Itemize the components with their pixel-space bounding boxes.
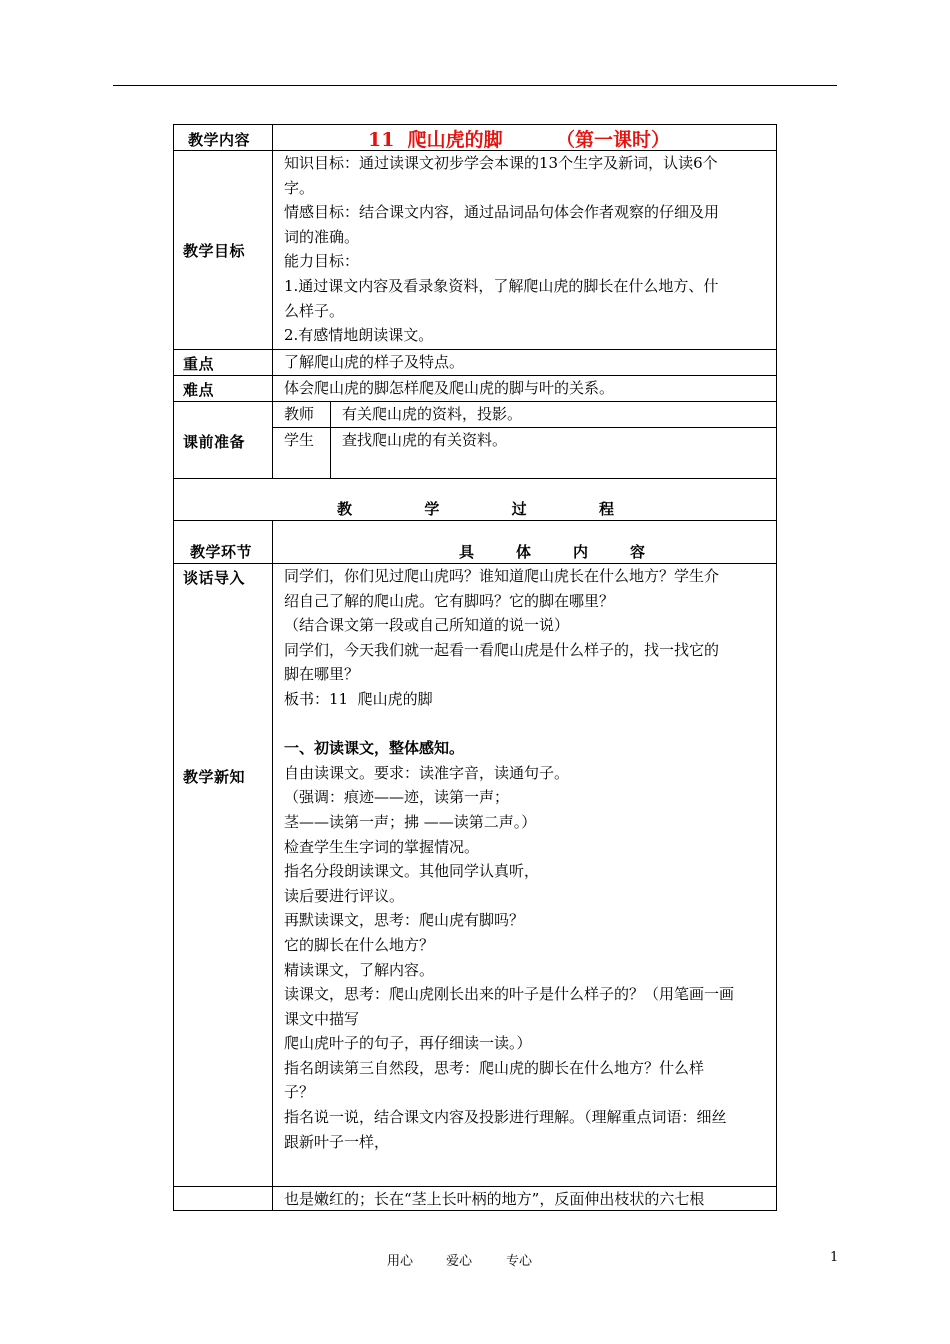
col-header-char: 体 xyxy=(515,543,531,561)
page-number: 1 xyxy=(830,1250,839,1265)
body-line: 指名分段朗读课文。其他同学认真听， xyxy=(284,862,540,881)
label-key-point: 重点 xyxy=(183,355,215,373)
body-line: 子？ xyxy=(284,1083,315,1102)
label-intro: 谈话导入 xyxy=(183,569,246,587)
body-line: 同学们，今天我们就一起看一看爬山虎是什么样子的，找一找它的 xyxy=(284,640,720,659)
lesson-body xyxy=(284,564,734,1154)
body-line: 板书：11 爬山虎的脚 xyxy=(284,689,433,708)
objective-line: 能力目标： xyxy=(284,252,360,271)
row-divider xyxy=(173,520,777,521)
prep-teacher-text: 有关爬山虎的资料，投影。 xyxy=(342,405,523,423)
label-teaching-content: 教学内容 xyxy=(188,131,251,149)
body-line: 绍自己了解的爬山虎。它有脚吗？它的脚在哪里？ xyxy=(284,591,615,610)
body-line: 指名朗读第三自然段，思考：爬山虎的脚长在什么地方？什么样 xyxy=(284,1058,705,1077)
objective-line: 字。 xyxy=(284,178,315,197)
col-divider xyxy=(272,124,273,478)
body-line: 检查学生生字词的掌握情况。 xyxy=(284,837,480,856)
col-divider xyxy=(272,520,273,1210)
body-line: （结合课文第一段或自己所知道的说一说） xyxy=(284,616,570,635)
process-heading-char: 学 xyxy=(424,500,440,518)
body-line: 读课文，思考：爬山虎刚长出来的叶子是什么样子的？（用笔画一画 xyxy=(284,985,735,1004)
last-row-text: 也是嫩红的；长在“茎上长叶柄的地方”，反面伸出枝状的六七根 xyxy=(284,1190,705,1208)
col-header-stage: 教学环节 xyxy=(190,543,253,561)
col-header-char: 内 xyxy=(572,543,588,561)
label-objectives: 教学目标 xyxy=(183,242,246,260)
process-heading-char: 过 xyxy=(511,500,527,518)
body-line: （强调：痕迹——迹，读第一声； xyxy=(284,788,510,807)
objective-line: 2.有感情地朗读课文。 xyxy=(284,326,434,345)
body-line: 跟新叶子一样， xyxy=(284,1132,390,1151)
body-line: 自由读课文。要求：读准字音，读通句子。 xyxy=(284,763,570,782)
footer-motto-3: 专心 xyxy=(506,1254,533,1269)
objective-line: 知识目标：通过读课文初步学会本课的13个生字及新词，认读6个 xyxy=(284,154,718,172)
body-line: 再默读课文，思考：爬山虎有脚吗？ xyxy=(284,911,525,930)
process-heading xyxy=(337,498,614,519)
section-heading: 一、初读课文，整体感知。 xyxy=(284,739,465,758)
lesson-period: （第一课时） xyxy=(556,129,671,151)
body-line: 精读课文，了解内容。 xyxy=(284,960,435,979)
objective-line: 情感目标：结合课文内容，通过品词品句体会作者观察的仔细及用 xyxy=(284,203,720,222)
row-divider xyxy=(173,349,777,350)
body-line: 脚在哪里？ xyxy=(284,665,360,684)
body-line: 同学们，你们见过爬山虎吗？谁知道爬山虎长在什么地方？学生介 xyxy=(284,567,720,585)
table-border-left xyxy=(173,124,174,1211)
difficulty-text: 体会爬山虎的脚怎样爬及爬山虎的脚与叶的关系。 xyxy=(284,379,615,397)
objectives-text xyxy=(284,151,719,348)
table-border-right xyxy=(776,124,777,1211)
body-line: 读后要进行评议。 xyxy=(284,886,405,905)
objective-line: 1.通过课文内容及看录象资料，了解爬山虎的脚长在什么地方、什 xyxy=(284,276,719,295)
header-rule xyxy=(113,85,837,86)
process-heading-char: 教 xyxy=(337,500,353,518)
prep-student-label: 学生 xyxy=(284,431,315,449)
label-new-knowledge: 教学新知 xyxy=(183,768,246,786)
body-line: 它的脚长在什么地方？ xyxy=(284,935,435,954)
lesson-title: 11 爬山虎的脚 xyxy=(368,129,503,151)
label-preparation: 课前准备 xyxy=(183,433,246,451)
objective-line: 词的准确。 xyxy=(284,227,360,246)
process-heading-char: 程 xyxy=(598,500,614,518)
body-line xyxy=(284,712,734,737)
body-line: 指名说一说，结合课文内容及投影进行理解。（理解重点词语：细丝 xyxy=(284,1108,727,1127)
body-line: 课文中描写 xyxy=(284,1009,360,1028)
col-header-char: 容 xyxy=(629,543,645,561)
prep-teacher-label: 教师 xyxy=(284,405,315,423)
body-line: 茎——读第一声；拂 ——读第二声。） xyxy=(284,812,537,831)
prep-student-text: 查找爬山虎的有关资料。 xyxy=(342,431,508,449)
row-divider xyxy=(173,478,777,479)
col-header-char: 具 xyxy=(459,543,475,561)
footer-motto-2: 爱心 xyxy=(446,1254,473,1269)
body-line: 爬山虎叶子的句子，再仔细读一读。） xyxy=(284,1034,532,1053)
footer-motto-1: 用心 xyxy=(387,1254,414,1269)
key-point-text: 了解爬山虎的样子及特点。 xyxy=(284,353,465,371)
prep-col-divider xyxy=(330,401,331,478)
objective-line: 么样子。 xyxy=(284,301,345,320)
col-header-content xyxy=(459,541,645,562)
label-difficulty: 难点 xyxy=(183,381,215,399)
